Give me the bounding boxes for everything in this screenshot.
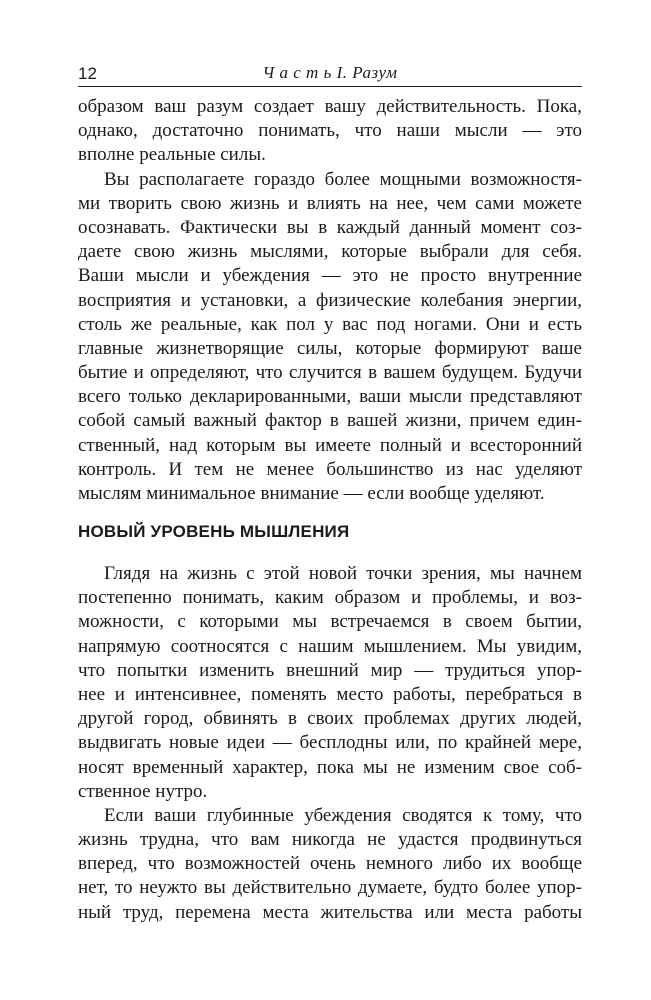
text-line: напрямую соотносятся с нашим мышлением. Мы увидим, bbox=[78, 635, 582, 657]
paragraph bbox=[78, 562, 582, 804]
text-line: всего только декларированными, ваши мысли представляют bbox=[78, 386, 582, 408]
text-line: бытие и определяют, что случится в вашем будущем. Будучи bbox=[78, 362, 582, 384]
text-line: другой город, обвинять в своих проблемах других людей, bbox=[78, 708, 582, 730]
text-line: Ваши мысли и убеждения — это не просто внутренние bbox=[78, 265, 582, 287]
paragraph bbox=[78, 95, 582, 168]
text-line: собой самый важный фактор в вашей жизни, причем един- bbox=[78, 410, 582, 432]
text-line: что попытки изменить внешний мир — трудиться упор- bbox=[78, 659, 582, 681]
text-line: вполне реальные силы. bbox=[78, 144, 266, 166]
text-line: контроль. И тем не менее большинство из нас уделяют bbox=[78, 458, 582, 480]
text-line: осознавать. Фактически вы в каждый данный момент соз- bbox=[78, 216, 582, 238]
text-line: Глядя на жизнь с этой новой точки зрения, мы начнем bbox=[104, 563, 582, 584]
text-line: нее и интенсивнее, поменять место работы, перебраться в bbox=[78, 683, 582, 705]
body-text-bottom bbox=[78, 562, 582, 925]
body-text-top bbox=[78, 95, 582, 506]
text-line: нет, то неужто вы действительно думаете, будто более упор- bbox=[78, 877, 582, 899]
text-line: главные жизнетворящие силы, которые формируют ваше bbox=[78, 337, 582, 359]
text-line: жизнь трудна, что вам никогда не удастся продвинуться bbox=[78, 829, 582, 851]
paragraph bbox=[78, 168, 582, 507]
text-line: однако, достаточно понимать, что наши мысли — это bbox=[78, 120, 582, 142]
text-line: выдвигать новые идеи — бесплодны или, по крайней мере, bbox=[78, 732, 582, 754]
text-line: образом ваш разум создает вашу действительность. Пока, bbox=[78, 96, 582, 117]
text-line: вперед, что возможностей очень немного либо их вообще bbox=[78, 853, 582, 875]
text-line: постепенно понимать, каким образом и проблемы, и воз- bbox=[78, 587, 582, 609]
text-line: даете свою жизнь мыслями, которые выбрали для себя. bbox=[78, 241, 582, 263]
text-line: Вы располагаете гораздо более мощными возможностя- bbox=[104, 168, 582, 190]
text-line: Если ваши глубинные убеждения сводятся к тому, что bbox=[104, 804, 582, 826]
running-title: Ч а с т ь I. Разум bbox=[262, 63, 398, 82]
text-line: мыслям минимальное внимание — если вообще уделяют. bbox=[78, 483, 545, 504]
page-number: 12 bbox=[78, 64, 97, 83]
paragraph bbox=[78, 804, 582, 925]
section-heading: НОВЫЙ УРОВЕНЬ МЫШЛЕНИЯ bbox=[78, 522, 350, 541]
text-line: ми творить свою жизнь и влиять на нее, чем сами можете bbox=[78, 192, 582, 214]
page-content bbox=[78, 62, 582, 923]
text-line: можности, с которыми мы встречаемся в своем бытии, bbox=[78, 611, 582, 633]
text-line: ственный, над которым вы имеете полный и всесторонний bbox=[78, 434, 582, 456]
text-line: носят временный характер, пока мы не изменим свое соб- bbox=[78, 756, 582, 778]
text-line: ственное нутро. bbox=[78, 780, 208, 802]
text-line: столь же реальные, как пол у вас под ногами. Они и есть bbox=[78, 313, 582, 335]
text-line: восприятия и установки, а физические колебания энергии, bbox=[78, 289, 582, 311]
running-head bbox=[78, 62, 582, 87]
text-line: ный труд, перемена места жительства или места работы bbox=[78, 901, 582, 923]
